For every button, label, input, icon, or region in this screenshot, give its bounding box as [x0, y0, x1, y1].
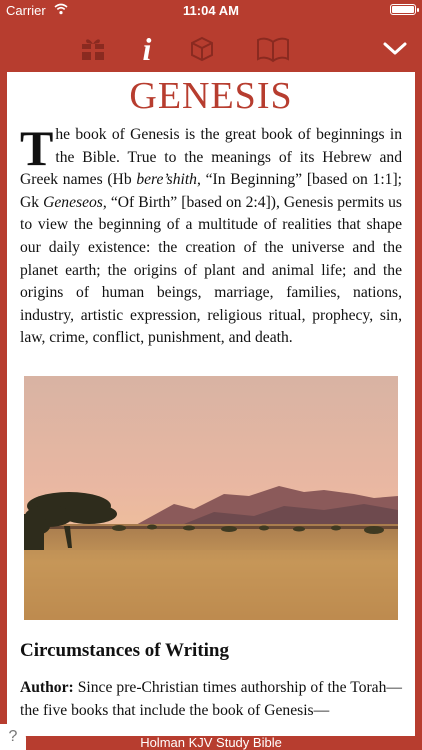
intro-paragraph — [20, 120, 402, 350]
author-paragraph — [20, 677, 402, 722]
intro-text-1: he book of Genesis is the great book of beginnings in the Bible. True to the meanings of its Hebrew and Greek names (Hb — [20, 126, 402, 189]
drop-cap: T — [20, 120, 54, 176]
open-book-icon[interactable] — [256, 32, 290, 66]
question-icon: ? — [8, 728, 18, 745]
intro-text-2: , “In Beginning” [based on 1:1]; Gk — [20, 171, 402, 211]
carrier-label: Carrier — [6, 3, 46, 18]
author-label: Author: — [20, 679, 74, 696]
chevron-down-icon[interactable] — [382, 38, 408, 60]
author-text: Since pre-Christian times authorship of the Torah—the five books that include the book of Genesis— — [20, 679, 402, 719]
article-page[interactable] — [7, 72, 415, 736]
intro-text-3: , “Of Birth” [based on 2:4]), Genesis permits us to view the beginning of a multitude of realities that shape our daily existence: the creation of the universe and the planet earth; the origins of plant and animal life; and the origins of human beings, marriage, families, nations, industry, artistic expression, religious ritual, prophecy, sin, law, crime, conflict, punishment, and death. — [20, 193, 402, 347]
help-button[interactable] — [0, 724, 26, 750]
section-heading: Circumstances of Writing — [20, 640, 229, 661]
landscape-photo — [24, 376, 398, 620]
status-time: 11:04 AM — [183, 3, 239, 18]
status-bar — [0, 0, 422, 20]
gift-book-icon[interactable] — [76, 32, 110, 66]
hebrew-name: bere’shith — [136, 171, 197, 189]
book-title: GENESIS — [129, 75, 293, 117]
info-glyph: i — [142, 31, 152, 67]
greek-name: Geneseos — [43, 193, 103, 211]
toolbar — [0, 20, 422, 78]
footer-title: Holman KJV Study Bible — [140, 735, 282, 750]
info-icon[interactable] — [130, 32, 164, 66]
cube-icon[interactable] — [185, 32, 219, 66]
battery-icon — [390, 4, 416, 15]
footer-bar — [0, 736, 422, 750]
